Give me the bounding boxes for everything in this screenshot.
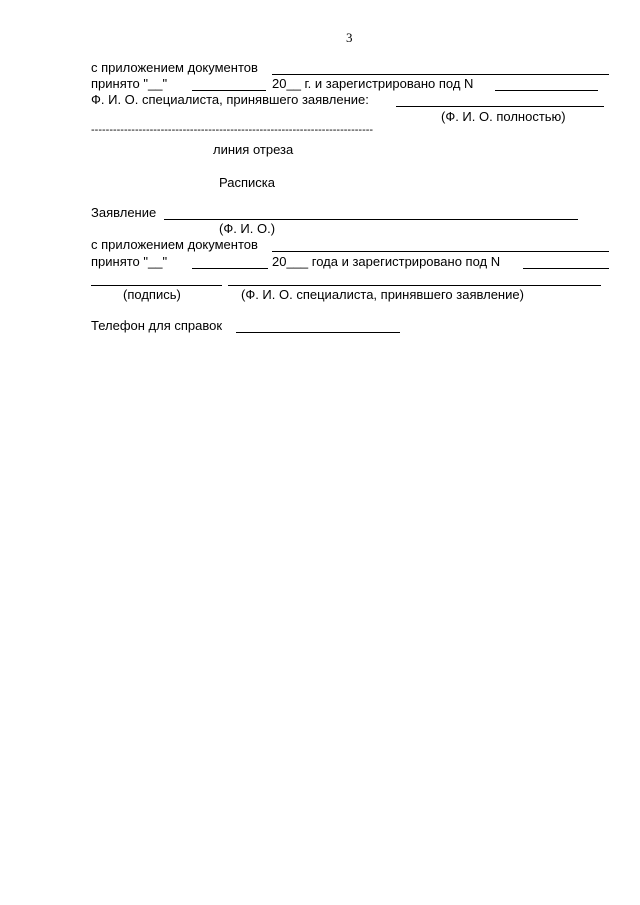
cut-line-dashes: ----------------------------------------------------------------------------- — [91, 124, 374, 136]
application-label: Заявление — [91, 205, 157, 220]
applicant-name-blank[interactable] — [164, 219, 578, 220]
signature-hint: (подпись) — [123, 287, 181, 302]
receipt-attachments-blank[interactable] — [272, 251, 609, 252]
page-number: 3 — [346, 30, 353, 45]
full-name-hint: (Ф. И. О. полностью) — [441, 109, 566, 124]
receipt-specialist-name-blank[interactable] — [228, 285, 601, 286]
receipt-title: Расписка — [219, 175, 275, 190]
receipt-attachments-label: с приложением документов — [91, 237, 258, 252]
receipt-year-registered-label: 20___ года и зарегистрировано под N — [272, 254, 501, 269]
accepted-label: принято "__" — [91, 76, 168, 91]
attachments-blank[interactable] — [272, 74, 609, 75]
receipt-registration-number-blank[interactable] — [523, 268, 609, 269]
phone-blank[interactable] — [236, 332, 400, 333]
name-hint: (Ф. И. О.) — [219, 221, 276, 236]
specialist-label: Ф. И. О. специалиста, принявшего заявление: — [91, 92, 369, 107]
registration-number-blank[interactable] — [495, 90, 598, 91]
receipt-accepted-month-blank[interactable] — [192, 268, 268, 269]
specialist-name-blank[interactable] — [396, 106, 604, 107]
attachments-label: с приложением документов — [91, 60, 258, 75]
signature-blank[interactable] — [91, 285, 222, 286]
specialist-hint: (Ф. И. О. специалиста, принявшего заявление) — [241, 287, 524, 302]
year-registered-label: 20__ г. и зарегистрировано под N — [272, 76, 474, 91]
cut-line-label: линия отреза — [213, 142, 294, 157]
accepted-month-blank[interactable] — [192, 90, 266, 91]
phone-label: Телефон для справок — [91, 318, 223, 333]
receipt-accepted-label: принято "__" — [91, 254, 168, 269]
